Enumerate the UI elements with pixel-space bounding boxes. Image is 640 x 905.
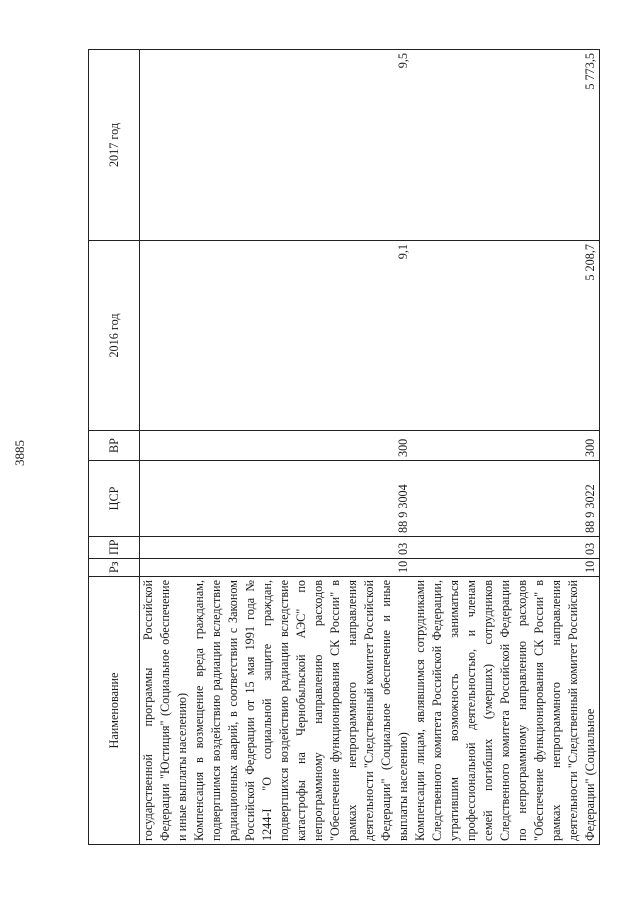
cell-2017: 9,5	[191, 50, 412, 241]
header-year-2017: 2017 год	[89, 50, 140, 241]
header-csr: ЦСР	[89, 461, 140, 537]
cell-pr: 03	[412, 537, 600, 559]
table-row	[191, 50, 412, 845]
cell-csr	[140, 461, 192, 537]
cell-2016: 5 208,7	[412, 241, 600, 431]
header-year-2016: 2016 год	[89, 241, 140, 431]
cell-2016	[140, 241, 192, 431]
cell-2017	[140, 50, 192, 241]
cell-csr: 88 9 3022	[412, 461, 600, 537]
cell-name: государственной программы Российской Федерации "Юстиция" (Социальное обеспечение и иные выплаты населению)	[140, 577, 192, 845]
cell-pr	[140, 537, 192, 559]
cell-vr	[140, 431, 192, 461]
cell-name: Компенсация в возмещение вреда гражданам, подвергшимся воздействию радиации вследствие радиационных аварий, в соответствии с Законом Российской Федерации от 15 мая 1991 года № 1244-I "О социальной защите граждан, подвергшихся воздействию радиации вследствие катастрофы на Чернобыльской АЭС" по непрограммному направлению расходов "Обеспечение функционирования СК России" в рамках непрограммного направления деятельности "Следственный комитет Российской Федерации" (Социальное обеспечение и иные выплаты населению)	[191, 577, 412, 845]
header-pr: ПР	[89, 537, 140, 559]
header-name: Наименование	[89, 577, 140, 845]
cell-rz: 10	[191, 559, 412, 577]
cell-vr: 300	[412, 431, 600, 461]
table-row	[412, 50, 600, 845]
cell-rz	[140, 559, 192, 577]
header-rz: Рз	[89, 559, 140, 577]
header-vr: ВР	[89, 431, 140, 461]
cell-2016: 9,1	[191, 241, 412, 431]
budget-allocation-table	[88, 49, 600, 845]
cell-pr: 03	[191, 537, 412, 559]
cell-vr: 300	[191, 431, 412, 461]
cell-2017: 5 773,5	[412, 50, 600, 241]
cell-csr: 88 9 3004	[191, 461, 412, 537]
page-number-text: 3885	[12, 440, 27, 466]
table-header-row	[89, 50, 140, 845]
cell-rz: 10	[412, 559, 600, 577]
table-row	[140, 50, 192, 845]
cell-name: Компенсации лицам, являвшимся сотрудниками Следственного комитета Российской Федерации, утратившим возможность заниматься профессиональной деятельностью, и членам семей погибших (умерших) сотрудников Следственного комитета Российской Федерации по непрограммному направлению расходов "Обеспечение функционирования СК России" в рамках непрограммного направления деятельности "Следственный комитет Российской Федерации" (Социальное	[412, 577, 600, 845]
